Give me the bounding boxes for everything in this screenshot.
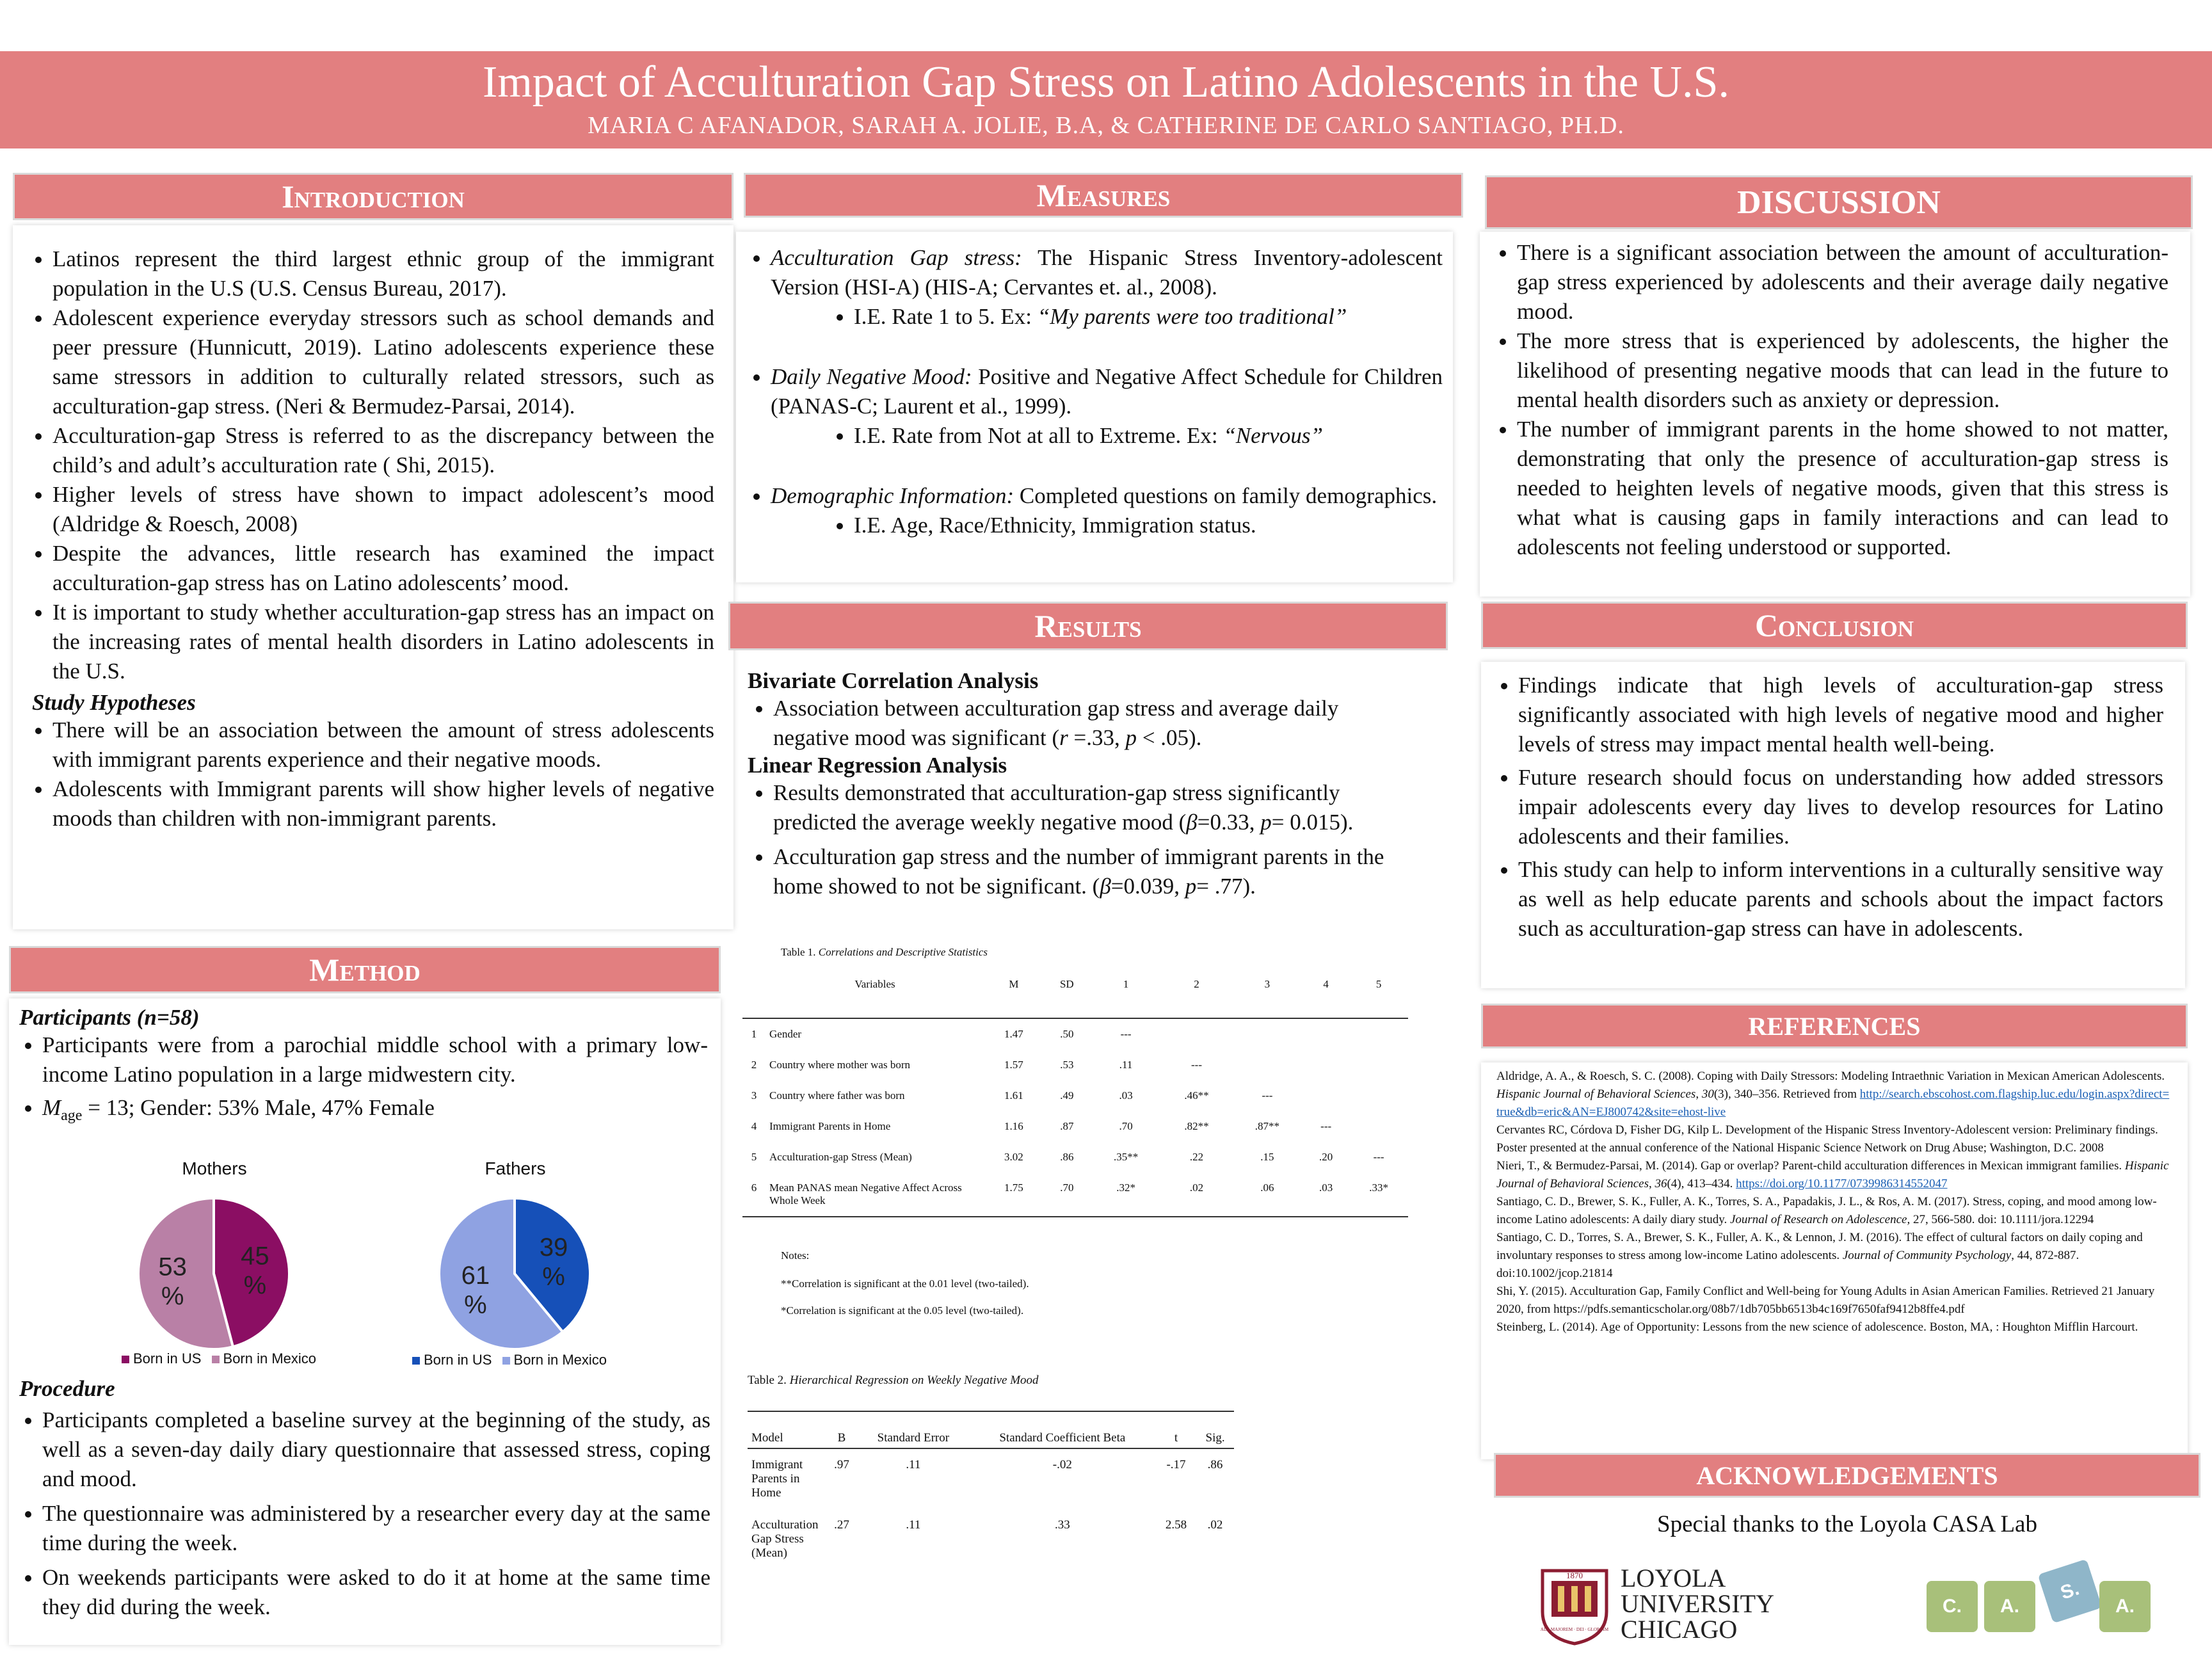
conclusion-bullet: • This study can help to inform interventions in a culturally sensitive way as well as help educate parents and schools about the impact factors such as acculturation-gap stress can have in adolescents.	[1518, 855, 2163, 943]
table-cell: .46**	[1184, 1089, 1209, 1102]
table-2-caption-prefix: Table 2.	[748, 1374, 790, 1387]
measure-text: Completed questions on family demographics.	[1014, 483, 1438, 508]
table-row	[742, 1173, 1408, 1217]
p-symbol: p	[1125, 725, 1137, 750]
table-cell: .33	[1054, 1518, 1070, 1532]
hypothesis-bullet: • There will be an association between the amount of stress adolescents with immigrant parents experience and their negative moods.	[52, 716, 714, 774]
measure-sublist	[771, 511, 1443, 540]
table-row	[748, 1509, 1234, 1569]
legend-label-born-us: Born in US	[133, 1350, 202, 1366]
table-2-body	[748, 1448, 1234, 1569]
fathers-chart-title: Fathers	[485, 1158, 546, 1178]
discussion-header	[1485, 175, 2193, 229]
procedure-list	[19, 1406, 710, 1622]
table-cell	[1302, 1050, 1349, 1080]
table-cell: 3.02	[1004, 1151, 1023, 1163]
table-2-grid	[748, 1411, 1234, 1569]
bivariate-list	[748, 694, 1420, 753]
method-heading: Method	[309, 952, 421, 988]
measure-label: Acculturation Gap stress:	[771, 245, 1022, 270]
seal-motto: AD · MAJOREM · DEI · GLORIAM	[1540, 1627, 1609, 1632]
reference-entry: Steinberg, L. (2014). Age of Opportunity: Lessons from the new science of adolescence. Boston, MA, : Houghton Mifflin Harcourt.	[1496, 1320, 2138, 1334]
procedure-title: Procedure	[19, 1376, 115, 1401]
reference-link[interactable]: http://search.ebscohost.com.flagship.luc.edu/login.aspx?direct=true&db=eric&AN=EJ800742&site=ehost-live	[1496, 1087, 2170, 1119]
table-1-notes-title: Notes:	[781, 1249, 810, 1262]
table-1-caption-prefix: Table 1.	[781, 946, 819, 958]
table-header-cell: 1	[1123, 978, 1129, 990]
measure-item	[771, 243, 1443, 332]
fathers-pie-chart	[425, 1190, 604, 1376]
bivariate-text: < .05).	[1136, 725, 1202, 750]
measures-heading: Measures	[1036, 177, 1171, 213]
table-row	[742, 1080, 1408, 1111]
references-heading: REFERENCES	[1748, 1012, 1921, 1041]
discussion-bullet: • There is a significant association between the amount of acculturation-gap stress experienced by adolescents and their average daily negative mood.	[1517, 238, 2168, 326]
mothers-pie-chart	[124, 1190, 303, 1376]
table-cell: Gender	[769, 1028, 802, 1040]
table-cell: .15	[1260, 1151, 1274, 1163]
intro-bullet: • Acculturation-gap Stress is referred to as the discrepancy between the child’s and adult’s acculturation rate ( Shi, 2015).	[52, 421, 714, 480]
legend-label-born-mexico: Born in Mexico	[223, 1350, 317, 1366]
table-cell: 4	[751, 1120, 757, 1132]
reference-entry	[1496, 1157, 2172, 1193]
references-header	[1481, 1004, 2188, 1048]
casa-logo	[1927, 1562, 2157, 1651]
conclusion-bullet: • Findings indicate that high levels of acculturation-gap stress significantly associated with high levels of negative mood and higher levels of stress may impact mental health well-being.	[1518, 671, 2163, 759]
table-header-cell	[742, 975, 765, 1018]
reference-text: 27, 566-580. doi: 10.1111/jora.12294	[1910, 1213, 2094, 1226]
measure-example-quote: “My parents were too traditional”	[1037, 304, 1347, 329]
reference-text: Santiago, C. D., Torres, S. A., Brewer, S. K., Fuller, A. K., & Lennon, J. M. (2016). The effect of cultural factors on daily coping and involuntary responses to stress among low-income Latino adolescents.	[1496, 1231, 2143, 1262]
casa-tile: C.	[1927, 1581, 1978, 1632]
pie-data-label: 61 %	[461, 1261, 490, 1319]
reference-text: Aldridge, A. A., & Roesch, S. C. (2008). Coping with Daily Stressors: Modeling Intraethnic Variation in Mexican American Adolescents.	[1496, 1070, 2165, 1083]
table-cell: .20	[1319, 1151, 1333, 1163]
method-panel	[9, 998, 721, 1645]
table-2-caption	[748, 1374, 1234, 1388]
legend-label-born-mexico: Born in Mexico	[513, 1352, 607, 1368]
table-header-cell: 3	[1264, 978, 1270, 990]
table-1	[742, 946, 1408, 1317]
measure-item	[771, 362, 1443, 451]
reference-entry	[1496, 1068, 2172, 1121]
table-cell: 2.58	[1165, 1518, 1187, 1532]
table-cell: .11	[1119, 1059, 1133, 1071]
reference-text: , 44, 872-887. doi:10.1002/jcop.21814	[1496, 1249, 2080, 1280]
table-cell	[1349, 1111, 1408, 1142]
procedure-bullet: • The questionnaire was administered by a researcher every day at the same time during the week.	[42, 1499, 710, 1558]
measure-example-prefix: I.E. Rate 1 to 5. Ex:	[854, 304, 1038, 329]
table-cell: Country where mother was born	[769, 1059, 911, 1071]
mothers-legend	[122, 1350, 316, 1367]
acknowledgements-heading: ACKNOWLEDGEMENTS	[1696, 1461, 1998, 1490]
introduction-heading: Introduction	[282, 179, 465, 214]
casa-tile: A.	[1984, 1581, 2035, 1632]
table-cell: ---	[1120, 1028, 1132, 1040]
table-row	[742, 1142, 1408, 1173]
loyola-logo	[1536, 1562, 1779, 1651]
reference-journal: Journal of Community Psychology	[1842, 1249, 2012, 1262]
table-cell: .87**	[1254, 1120, 1280, 1132]
references-panel	[1481, 1062, 2188, 1459]
table-cell: .33*	[1369, 1182, 1388, 1194]
table-cell: -.02	[1052, 1458, 1072, 1471]
table-cell: Immigrant Parents in Home	[769, 1120, 891, 1132]
table-cell: .35**	[1113, 1151, 1139, 1163]
table-cell: .87	[1060, 1120, 1074, 1132]
beta-symbol: β	[1100, 874, 1111, 899]
table-cell: .27	[834, 1518, 849, 1532]
legend-swatch-born-mexico	[212, 1356, 220, 1363]
table-header-cell: M	[1009, 978, 1019, 990]
m-symbol: M	[42, 1095, 61, 1120]
measure-sublist	[771, 421, 1443, 451]
discussion-heading: DISCUSSION	[1737, 184, 1941, 221]
casa-tile: S.	[2038, 1559, 2103, 1624]
reference-text: ,	[1648, 1177, 1655, 1190]
casa-tile: A.	[2099, 1581, 2151, 1632]
table-cell: ---	[1262, 1089, 1273, 1102]
conclusion-header	[1481, 602, 2188, 649]
table-1-caption	[781, 946, 1408, 959]
bivariate-bullet	[773, 694, 1420, 753]
poster-title: Impact of Acculturation Gap Stress on Latino Adolescents in the U.S.	[483, 58, 1729, 107]
table-cell: .50	[1060, 1028, 1074, 1040]
reference-text: (3), 340–356. Retrieved from	[1713, 1087, 1860, 1101]
introduction-list	[19, 244, 714, 686]
bivariate-text: =.33,	[1068, 725, 1126, 750]
participants-title: Participants (n=58)	[19, 1005, 200, 1030]
intro-bullet: • It is important to study whether acculturation-gap stress has an impact on the increasing rates of mental health disorders in Latino adolescents in the U.S.	[52, 598, 714, 686]
reference-entry: Shi, Y. (2015). Acculturation Gap, Family Conflict and Well-being for Young Adults in Asian American Families. Retrieved 21 January 2020, from https://pdfs.semanticscholar.org/08b7/1db705bb6513b4c169f7650faf9412b8ffe4.pdf	[1496, 1285, 2155, 1316]
discussion-bullet: • The more stress that is experienced by adolescents, the higher the likelihood of presenting negative moods that can lead in the future to mental health disorders such as anxiety or depression.	[1517, 326, 2168, 415]
reference-text: (4), 413–434.	[1667, 1177, 1736, 1190]
table-cell: 1.47	[1004, 1028, 1023, 1040]
table-1-note: *Correlation is significant at the 0.05 level (two-tailed).	[781, 1304, 1024, 1317]
table-header-row	[748, 1411, 1234, 1448]
table-cell: 5	[751, 1151, 757, 1163]
loyola-word: UNIVERSITY	[1621, 1589, 1774, 1618]
table-cell: .97	[834, 1458, 849, 1471]
table-1-grid	[742, 975, 1408, 1217]
measure-example-prefix: I.E. Age, Race/Ethnicity, Immigration status.	[854, 513, 1256, 538]
table-cell: 1.75	[1004, 1182, 1023, 1194]
conclusion-list	[1481, 671, 2163, 943]
title-banner	[0, 51, 2212, 148]
p-symbol: p	[1260, 810, 1272, 835]
conclusion-bullet: • Future research should focus on understanding how added stressors impair adolescents every day lives to develop resources for Latino adolescents and their families.	[1518, 763, 2163, 851]
results-header	[728, 602, 1448, 650]
table-cell	[1232, 1018, 1302, 1050]
table-header-cell: SD	[1059, 978, 1074, 990]
participants-bullet	[42, 1093, 708, 1130]
method-header	[9, 946, 721, 993]
intro-bullet: • Adolescent experience everyday stressors such as school demands and peer pressure (Hunnicutt, 2019). Latino adolescents experience these same stressors in addition to culturally related stressors, such as acculturation-gap stress. (Neri & Bermudez-Parsai, 2014).	[52, 303, 714, 421]
regression-text: Results demonstrated that acculturation-gap stress significantly predicted the average weekly negative mood (	[773, 780, 1340, 835]
table-cell: 3	[751, 1089, 757, 1102]
reference-entry: Cervantes RC, Córdova D, Fisher DG, Kilp L. Development of the Hispanic Stress Inventory-Adolescent version: Preliminary findings. Poster presented at the annual conference of the National Hispanic Science Network on Drug Abuse; Washington, D.C. 2008	[1496, 1123, 2158, 1155]
measure-sublist	[771, 302, 1443, 332]
procedure-bullet: • Participants completed a baseline survey at the beginning of the study, as well as a seven-day daily diary questionnaire that assessed stress, coping and mood.	[42, 1406, 710, 1494]
table-cell: ---	[1191, 1059, 1202, 1071]
regression-bullet	[773, 778, 1420, 837]
regression-text: =0.039,	[1110, 874, 1185, 899]
table-cell: .82**	[1184, 1120, 1209, 1132]
reference-text: Nieri, T., & Bermudez-Parsai, M. (2014). Gap or overlap? Parent-child acculturation differences in Mexican immigrant families.	[1496, 1159, 2125, 1173]
measures-list	[736, 243, 1443, 540]
beta-symbol: β	[1186, 810, 1198, 835]
results-heading: Results	[1034, 608, 1142, 644]
introduction-header	[13, 173, 733, 220]
loyola-seal-icon	[1536, 1567, 1613, 1646]
conclusion-heading: Conclusion	[1754, 607, 1914, 643]
hypotheses-list	[19, 716, 714, 833]
reference-link[interactable]: https://doi.org/10.1177/0739986314552047	[1736, 1177, 1948, 1190]
reference-entry	[1496, 1229, 2172, 1283]
participants-list	[19, 1030, 708, 1130]
table-cell: .22	[1189, 1151, 1204, 1163]
table-cell	[1302, 1018, 1349, 1050]
reference-journal: Hispanic Journal of Behavioral Sciences	[1496, 1087, 1696, 1101]
table-header-cell: Model	[751, 1431, 783, 1445]
table-row	[742, 1018, 1408, 1050]
table-cell: .02	[1207, 1518, 1223, 1532]
table-cell: 1.16	[1004, 1120, 1023, 1132]
fathers-pie-title	[435, 1158, 595, 1179]
legend-swatch-born-us	[412, 1357, 420, 1365]
table-cell: Country where father was born	[769, 1089, 905, 1102]
table-1-caption-text: Correlations and Descriptive Statistics	[818, 946, 988, 958]
table-header-cell: Standard Coefficient Beta	[999, 1431, 1126, 1445]
table-cell: -.17	[1166, 1458, 1186, 1471]
reference-text: Santiago, C. D., Brewer, S. K., Fuller, A. K., Torres, S. A., Papadakis, J. L., & Ros, A. M. (2017). Stress, coping, and mood among low-income Latino adolescents: A daily diary study.	[1496, 1195, 2157, 1226]
table-cell: .06	[1260, 1182, 1274, 1194]
table-cell: .11	[906, 1458, 921, 1471]
table-2	[748, 1374, 1234, 1569]
measure-item	[771, 481, 1443, 540]
table-cell: .86	[1060, 1151, 1074, 1163]
measure-example-quote: “Nervous”	[1223, 423, 1323, 448]
table-header-cell: 4	[1323, 978, 1329, 990]
seal-year: 1870	[1566, 1571, 1583, 1580]
reference-volume: 36	[1655, 1177, 1667, 1190]
hypothesis-bullet: • Adolescents with Immigrant parents will show higher levels of negative moods than children with non-immigrant parents.	[52, 774, 714, 833]
table-header-row	[742, 975, 1408, 1018]
table-cell: .02	[1189, 1182, 1204, 1194]
reference-volume: 30	[1701, 1087, 1714, 1101]
measure-label: Daily Negative Mood:	[771, 364, 972, 389]
bivariate-text: Association between acculturation gap stress and average daily negative mood was significant (	[773, 696, 1339, 750]
discussion-panel	[1480, 232, 2190, 597]
mothers-chart-title: Mothers	[182, 1158, 247, 1178]
legend-swatch-born-mexico	[502, 1357, 510, 1365]
table-cell: .49	[1060, 1089, 1074, 1102]
table-cell	[1349, 1080, 1408, 1111]
fathers-legend	[412, 1352, 607, 1368]
table-header-cell: t	[1174, 1431, 1178, 1445]
table-1-notes	[781, 1249, 1408, 1317]
discussion-bullet: • The number of immigrant parents in the home showed to not matter, demonstrating that only the presence of acculturation-gap stress is needed to heighten levels of negative moods, given that this stress is what what is causing gaps in family interactions and can lead to adolescents not feeling understood or supported.	[1517, 415, 2168, 562]
measure-example	[854, 421, 1443, 451]
table-header-cell: 5	[1375, 978, 1382, 990]
table-cell: .11	[906, 1518, 921, 1532]
table-header-cell: B	[837, 1431, 846, 1445]
table-cell	[1349, 1050, 1408, 1080]
table-cell: .03	[1319, 1182, 1333, 1194]
participants-age: = 13; Gender: 53% Male, 47% Female	[82, 1095, 435, 1120]
table-1-body	[742, 1018, 1408, 1217]
regression-bullet	[773, 842, 1420, 901]
table-row	[742, 1111, 1408, 1142]
table-cell: ---	[1373, 1151, 1384, 1163]
intro-bullet: • Despite the advances, little research has examined the impact acculturation-gap stress has on Latino adolescents’ mood.	[52, 539, 714, 598]
participants-bullet: • Participants were from a parochial middle school with a primary low-income Latino population in a large midwestern city.	[42, 1030, 708, 1089]
table-cell: Acculturation Gap Stress (Mean)	[751, 1518, 819, 1560]
table-cell: .70	[1060, 1182, 1074, 1194]
table-cell	[1232, 1050, 1302, 1080]
acknowledgements-header	[1494, 1453, 2200, 1498]
table-header-cell: Sig.	[1205, 1431, 1225, 1445]
loyola-word: CHICAGO	[1621, 1615, 1738, 1644]
m-subscript: age	[61, 1107, 83, 1124]
hypotheses-title: Study Hypotheses	[32, 690, 196, 715]
measure-text: The Hispanic Stress Inventory-adolescent Version (HSI-A) (HIS-A; Cervantes et. al., 2008).	[771, 245, 1443, 300]
p-symbol: p	[1185, 874, 1197, 899]
table-cell: .03	[1119, 1089, 1133, 1102]
results-text	[748, 668, 1420, 901]
table-header-cell: 2	[1194, 978, 1199, 990]
poster-authors: MARIA C AFANADOR, SARAH A. JOLIE, B.A, & CATHERINE DE CARLO SANTIAGO, PH.D.	[588, 112, 1624, 139]
reference-journal: Hispanic Journal of Behavioral Sciences	[1496, 1159, 2169, 1190]
table-cell	[1349, 1018, 1408, 1050]
regression-title: Linear Regression Analysis	[748, 753, 1007, 778]
intro-bullet: • Latinos represent the third largest ethnic group of the immigrant population in the U.S (U.S. Census Bureau, 2017).	[52, 244, 714, 303]
pie-data-label: 45 %	[241, 1242, 269, 1300]
table-cell: 1.57	[1004, 1059, 1023, 1071]
measure-label: Demographic Information:	[771, 483, 1014, 508]
table-row	[742, 1050, 1408, 1080]
introduction-panel	[13, 225, 733, 929]
measure-example-prefix: I.E. Rate from Not at all to Extreme. Ex:	[854, 423, 1224, 448]
table-cell: 2	[751, 1059, 757, 1071]
table-cell: .86	[1207, 1458, 1223, 1471]
table-row	[748, 1448, 1234, 1509]
table-cell: 1.61	[1004, 1089, 1023, 1102]
legend-label-born-us: Born in US	[424, 1352, 492, 1368]
discussion-list	[1480, 238, 2168, 562]
regression-text: =0.33,	[1197, 810, 1261, 835]
r-symbol: r	[1059, 725, 1068, 750]
table-cell: .53	[1060, 1059, 1074, 1071]
table-cell: .32*	[1116, 1182, 1135, 1194]
acknowledgements-text: Special thanks to the Loyola CASA Lab	[1657, 1511, 2037, 1537]
regression-text: = 0.015).	[1271, 810, 1354, 835]
reference-entry	[1496, 1193, 2172, 1229]
pie-data-label: 39 %	[539, 1233, 568, 1292]
measure-text: Positive and Negative Affect Schedule for Children (PANAS-C; Laurent et al., 1999).	[771, 364, 1443, 419]
measures-header	[744, 173, 1463, 218]
pie-data-label: 53 %	[158, 1253, 187, 1311]
reference-text: ,	[1695, 1087, 1702, 1101]
table-cell	[1161, 1018, 1231, 1050]
loyola-wordmark	[1621, 1566, 1774, 1642]
mothers-pie-title	[134, 1158, 294, 1179]
measure-example	[854, 511, 1443, 540]
table-header-cell: Standard Error	[877, 1431, 950, 1445]
bivariate-title: Bivariate Correlation Analysis	[748, 668, 1039, 693]
table-cell: 6	[751, 1182, 757, 1194]
procedure-section	[19, 1376, 710, 1622]
table-cell: .70	[1119, 1120, 1133, 1132]
regression-text: = .77).	[1196, 874, 1256, 899]
table-cell	[1302, 1080, 1349, 1111]
table-cell: Mean PANAS mean Negative Affect Across Whole Week	[769, 1182, 962, 1206]
table-2-caption-text: Hierarchical Regression on Weekly Negative Mood	[789, 1374, 1039, 1387]
loyola-word: LOYOLA	[1621, 1564, 1726, 1592]
regression-text: Acculturation gap stress and the number of immigrant parents in the home showed to not be significant. (	[773, 844, 1384, 899]
table-header-cell: Variables	[854, 978, 895, 990]
procedure-bullet: • On weekends participants were asked to do it at home at the same time they did during the week.	[42, 1563, 710, 1622]
table-cell: Immigrant Parents in Home	[751, 1458, 803, 1500]
regression-list	[748, 778, 1420, 901]
table-cell: 1	[751, 1028, 757, 1040]
intro-bullet: • Higher levels of stress have shown to impact adolescent’s mood (Aldridge & Roesch, 2008)	[52, 480, 714, 539]
measures-panel	[736, 232, 1453, 582]
measure-example	[854, 302, 1443, 332]
table-cell: Acculturation-gap Stress (Mean)	[769, 1151, 912, 1163]
reference-journal: Journal of Research on Adolescence,	[1729, 1213, 1911, 1226]
table-1-note: **Correlation is significant at the 0.01 level (two-tailed).	[781, 1278, 1029, 1290]
legend-swatch-born-us	[122, 1356, 129, 1363]
table-cell: ---	[1320, 1120, 1332, 1132]
conclusion-panel	[1481, 662, 2185, 988]
